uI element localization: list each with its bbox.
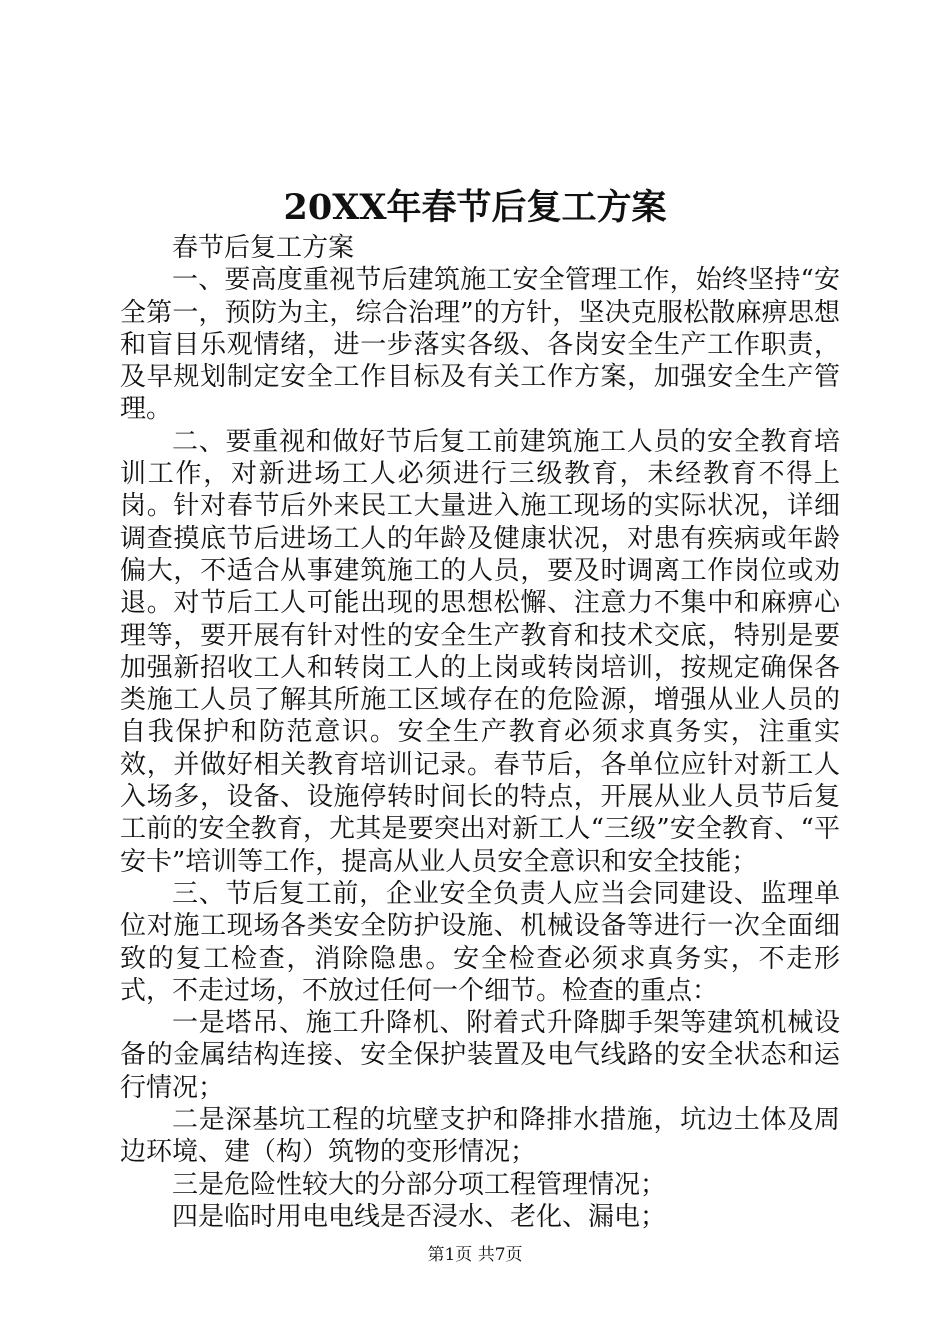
document-title: 20XX年春节后复工方案 <box>283 187 667 228</box>
page-footer: 第1页 共7页 <box>427 1245 523 1265</box>
paragraph-3: 三、节后复工前，企业安全负责人应当会同建设、监理单位对施工现场各类安全防护设施、机械设备等进行一次全面细致的复工检查，消除隐患。安全检查必须求真务实，不走形式，不走过场，不放过任何一个细节。检查的重点： <box>120 878 840 1006</box>
paragraph-1: 一、要高度重视节后建筑施工安全管理工作，始终坚持“安全第一，预防为主，综合治理”的方针，坚决克服松散麻痹思想和盲目乐观情绪，进一步落实各级、各岗安全生产工作职责，及早规划制定安全工作目标及有关工作方案，加强安全生产管理。 <box>120 265 840 425</box>
paragraph-subtitle: 春节后复工方案 <box>172 233 355 263</box>
paragraph-2: 二、要重视和做好节后复工前建筑施工人员的安全教育培训工作，对新进场工人必须进行三级教育，未经教育不得上岗。针对春节后外来民工大量进入施工现场的实际状况，详细调查摸底节后进场工人的年龄及健康状况，对患有疾病或年龄偏大，不适合从事建筑施工的人员，要及时调离工作岗位或劝退。对节后工人可能出现的思想松懈、注意力不集中和麻痹心理等，要开展有针对性的安全生产教育和技术交底，特别是要加强新招收工人和转岗工人的上岗或转岗培训，按规定确保各类施工人员了解其所施工区域存在的危险源，增强从业人员的自我保护和防范意识。安全生产教育必须求真务实，注重实效，并做好相关教育培训记录。春节后，各单位应针对新工人入场多，设备、设施停转时间长的特点，开展从业人员节后复工前的安全教育，尤其是要突出对新工人“三级”安全教育、“平安卡”培训等工作，提高从业人员安全意识和安全技能； <box>120 426 840 877</box>
paragraph-4: 一是塔吊、施工升降机、附着式升降脚手架等建筑机械设备的金属结构连接、安全保护装置及电气线路的安全状态和运行情况； <box>120 1008 840 1103</box>
paragraph-6: 三是危险性较大的分部分项工程管理情况； <box>172 1169 667 1200</box>
document-body <box>120 232 840 1233</box>
paragraph-7: 四是临时用电电线是否浸水、老化、漏电； <box>172 1201 667 1232</box>
paragraph-5: 二是深基坑工程的坑壁支护和降排水措施，坑边土体及周边环境、建（构）筑物的变形情况； <box>120 1105 840 1168</box>
